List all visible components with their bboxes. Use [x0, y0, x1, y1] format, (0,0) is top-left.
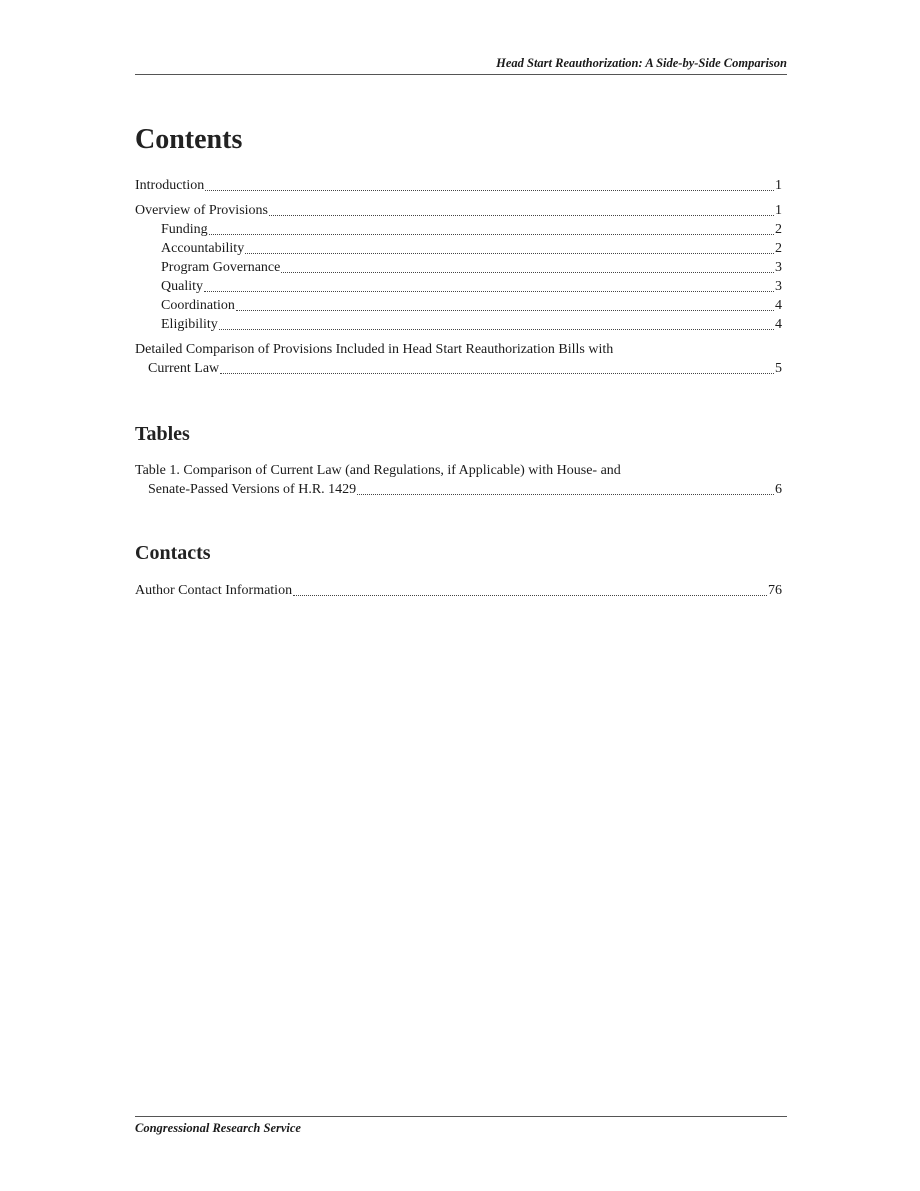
leader-dots [205, 189, 774, 191]
toc-entry-program-governance[interactable] [135, 258, 782, 277]
toc-label-line1: Detailed Comparison of Provisions Included in Head Start Reauthorization Bills with [135, 342, 614, 357]
leader-dots [219, 328, 774, 330]
leader-dots [281, 271, 774, 273]
toc-label-line2: Senate-Passed Versions of H.R. 1429 [148, 482, 357, 497]
leader-dots [269, 214, 774, 216]
toc-label: Eligibility [161, 317, 218, 332]
toc-label: Introduction [135, 178, 205, 193]
toc-entry-overview[interactable] [135, 201, 782, 220]
toc-entry-funding[interactable] [135, 220, 782, 239]
contents-heading: Contents [135, 124, 243, 155]
leader-dots [209, 233, 774, 235]
toc-page: 76 [768, 583, 782, 598]
tables-heading: Tables [135, 423, 190, 445]
toc-label-line1: Table 1. Comparison of Current Law (and Regulations, if Applicable) with House- and [135, 463, 621, 478]
toc-label: Overview of Provisions [135, 203, 268, 218]
toc-page: 1 [775, 178, 782, 193]
toc-page: 2 [775, 241, 782, 256]
toc-page: 5 [775, 361, 782, 376]
toc-label: Author Contact Information [135, 583, 293, 598]
toc-label: Funding [161, 222, 208, 237]
leader-dots [293, 594, 767, 596]
toc-page: 4 [775, 298, 782, 313]
leader-dots [245, 252, 774, 254]
toc-entry-detailed-comparison[interactable] [135, 340, 782, 378]
tables-list [135, 461, 782, 499]
toc-page: 3 [775, 260, 782, 275]
toc-entry-introduction[interactable] [135, 176, 782, 195]
toc-label: Quality [161, 279, 203, 294]
contents-list [135, 176, 782, 378]
running-header: Head Start Reauthorization: A Side-by-Side Comparison [135, 56, 787, 75]
contacts-heading: Contacts [135, 542, 211, 564]
toc-label: Coordination [161, 298, 235, 313]
toc-page: 4 [775, 317, 782, 332]
toc-page: 6 [775, 482, 782, 497]
toc-entry-table-1[interactable] [135, 461, 782, 499]
leader-dots [357, 493, 774, 495]
contacts-list [135, 581, 782, 600]
toc-label: Accountability [161, 241, 245, 256]
toc-entry-eligibility[interactable] [135, 315, 782, 334]
toc-label-line2: Current Law [148, 361, 220, 376]
toc-entry-accountability[interactable] [135, 239, 782, 258]
toc-page: 3 [775, 279, 782, 294]
toc-page: 2 [775, 222, 782, 237]
toc-entry-coordination[interactable] [135, 296, 782, 315]
toc-page: 1 [775, 203, 782, 218]
toc-label: Program Governance [161, 260, 281, 275]
leader-dots [204, 290, 774, 292]
toc-entry-quality[interactable] [135, 277, 782, 296]
toc-entry-author-contact[interactable] [135, 581, 782, 600]
leader-dots [236, 309, 774, 311]
page-footer: Congressional Research Service [135, 1116, 787, 1136]
leader-dots [220, 372, 774, 374]
